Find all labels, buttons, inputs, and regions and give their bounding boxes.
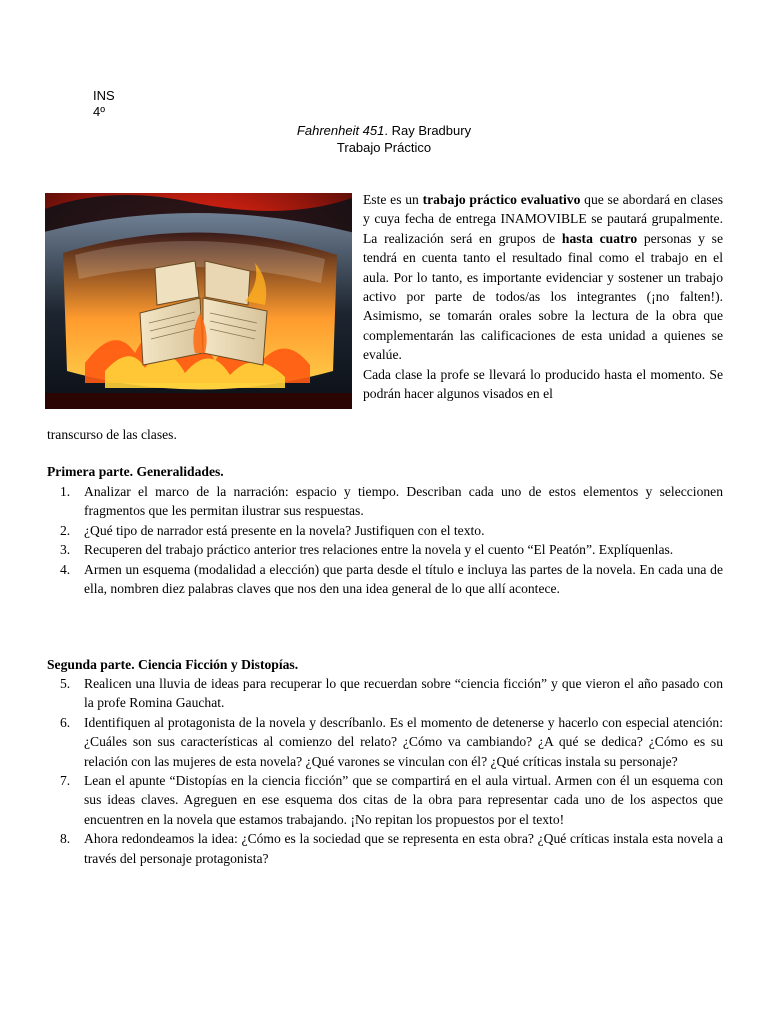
author-name: . Ray Bradbury [384,123,472,138]
intro-paragraph-1: Este es un trabajo práctico evaluativo que se abordará en clases y cuya fecha de entrega INAMOVIBLE se pautará grupalmente. La realización será en grupos de hasta cuatro personas y se tendrá en cuenta tanto el resultado final como el trabajo en el aula. Por lo tanto, es importante evidenciar y sostener un trabajo activo por parte de todos/as los integrantes (¡no falten!). Asimismo, se tomarán orales sobre la lectura de la obra que complementarán las calificaciones de esta unidad a quienes se evalúe. [363,192,724,363]
task-number: 2. [60,522,71,538]
task-number: 1. [60,484,71,499]
task-text: Ahora redondeamos la idea: ¿Cómo es la sociedad que se representa en esta obra? ¿Qué críticas instala esta novela a través del personaje protagonista? [84,831,723,866]
part1-task-list [47,482,723,598]
emphasis-evaluative: trabajo práctico evaluativo [422,192,581,207]
emphasis-group-size: hasta cuatro [561,230,638,246]
document-subtitle: Trabajo Práctico [336,140,432,155]
task-item [47,674,723,713]
task-number: 3. [60,542,71,558]
part2-title: Segunda parte. Ciencia Ficción y Distopías. [47,657,299,672]
task-text: Recuperen del trabajo práctico anterior tres relaciones entre la novela y el cuento “El Peatón”. Explíquenlas. [84,542,674,558]
task-item [47,829,723,868]
task-number: 8. [60,831,71,847]
task-item [47,713,723,771]
task-item [47,560,723,599]
grade-label: 4º [93,104,105,119]
intro-text [363,190,723,403]
task-item [47,540,723,559]
task-text: Armen un esquema (modalidad a elección) que parta desde el título e incluya las partes de la novela. En cada una de ella, nombren diez palabras claves que nos den una idea general de lo que allí acontece. [84,561,723,597]
task-item [47,482,723,521]
book-cover-image [45,193,352,409]
part1-title: Primera parte. Generalidades. [47,464,224,479]
task-text: ¿Qué tipo de narrador está presente en la novela? Justifiquen con el texto. [84,522,485,538]
school-label: INS [93,88,115,103]
intro-paragraph-2: Cada clase la profe se llevará lo producido hasta el momento. Se podrán hacer algunos visados en el [363,366,723,402]
task-number: 7. [60,773,71,789]
task-text: Lean el apunte “Distopías en la ciencia ficción” que se compartirá en el aula virtual. Armen con él un esquema con sus ideas claves. Agreguen en ese esquema dos citas de la obra para representar cada uno de los aspectos que encuentren en la novela que estamos trabajando. ¡No repitan los propuestos por el texto! [84,773,723,827]
task-number: 5. [60,676,71,691]
part2-task-list [47,674,723,868]
task-number: 4. [60,561,71,577]
task-item [47,521,723,540]
intro-paragraph-2-continuation: transcurso de las clases. [47,427,177,442]
task-text: Identifiquen al protagonista de la novela y descríbanlo. Es el momento de detenerse y hacerlo con especial atención: ¿Cuáles son sus características al comienzo del relato? ¿Cómo va cambiando? ¿A qué se dedica? ¿Cómo es su relación con las mujeres de esta novela? ¿Qué varones se vinculan con él? ¿Qué críticas instala su personaje? [84,714,723,769]
document-title [0,123,768,139]
book-title: Fahrenheit 451 [296,123,385,138]
task-number: 6. [60,714,71,730]
task-item [47,771,723,829]
task-text: Realicen una lluvia de ideas para recuperar lo que recuerdan sobre “ciencia ficción” y que vieron el año pasado con la profe Romina Gauchat. [84,676,723,711]
task-text: Analizar el marco de la narración: espacio y tiempo. Describan cada uno de estos elementos y seleccionen fragmentos que les permitan ilustrar sus respuestas. [84,484,723,519]
